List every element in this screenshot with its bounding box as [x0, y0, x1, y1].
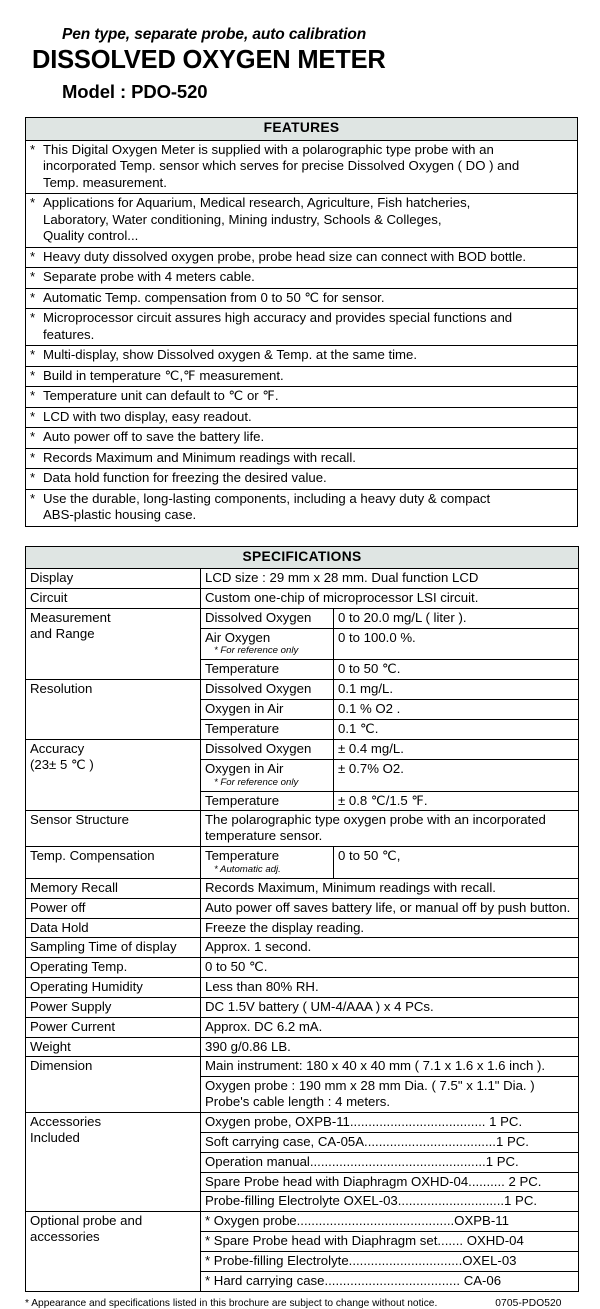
spec-value-measurement-do: 0 to 20.0 mg/L ( liter ). — [334, 608, 579, 628]
table-row — [26, 469, 578, 490]
table-row — [26, 1037, 579, 1057]
spec-value-measurement-air: 0 to 100.0 %. — [334, 628, 579, 660]
feature-text — [43, 249, 574, 266]
table-row — [26, 1212, 579, 1232]
feature-item-6 — [26, 309, 578, 346]
feature-text — [43, 290, 574, 307]
spec-sub-label: Oxygen in Air — [205, 760, 284, 776]
bullet-asterisk-icon: * — [30, 408, 36, 424]
spec-value-power-current: Approx. DC 6.2 mA. — [201, 1017, 579, 1037]
feature-line: Auto power off to save the battery life. — [43, 429, 265, 445]
spec-label-weight: Weight — [26, 1037, 201, 1057]
spec-sub-label: Temperature — [205, 848, 280, 864]
feature-line: Data hold function for freezing the desired value. — [43, 470, 327, 486]
table-row — [26, 878, 579, 898]
bullet-asterisk-icon: * — [30, 248, 36, 264]
spec-sub-accuracy-air — [201, 759, 334, 791]
accessory-item: Operation manual................................................1 PC. — [201, 1152, 579, 1172]
model-number: Model : PDO-520 — [62, 81, 208, 102]
spec-value-sampling-time: Approx. 1 second. — [201, 938, 579, 958]
spec-value-data-hold: Freeze the display reading. — [201, 918, 579, 938]
table-row — [26, 366, 578, 387]
bullet-asterisk-icon: * — [30, 470, 36, 486]
spec-label-line: Included — [30, 1129, 80, 1145]
spec-value-measurement-temp: 0 to 50 ℃. — [334, 660, 579, 680]
feature-text — [43, 491, 574, 524]
spec-sub-resolution-temp: Temperature — [201, 719, 334, 739]
bullet-asterisk-icon: * — [30, 289, 36, 305]
feature-line: Multi-display, show Dissolved oxygen & Temp. at the same time. — [43, 347, 418, 363]
bullet-asterisk-icon: * — [30, 490, 36, 506]
spec-value-line: Probe's cable length : 4 meters. — [205, 1094, 391, 1110]
table-row — [26, 608, 579, 628]
bullet-asterisk-icon: * — [30, 367, 36, 383]
feature-line: incorporated Temp. sensor which serves for precise Dissolved Oxygen ( DO ) and — [43, 158, 520, 174]
specifications-section — [0, 546, 600, 1292]
spec-label-line: Optional probe and — [30, 1213, 143, 1229]
features-table — [25, 117, 578, 527]
table-row — [26, 1057, 579, 1077]
bullet-asterisk-icon: * — [30, 195, 36, 211]
feature-line: ABS-plastic housing case. — [43, 507, 197, 523]
spec-label-circuit: Circuit — [26, 588, 201, 608]
feature-text — [43, 450, 574, 467]
feature-line: Microprocessor circuit assures high accuracy and provides special functions and — [43, 310, 513, 326]
feature-line: Laboratory, Water conditioning, Mining industry, Schools & Colleges, — [43, 211, 442, 227]
accessory-item: Spare Probe head with Diaphragm OXHD-04.......... 2 PC. — [201, 1172, 579, 1192]
spec-label-temp-compensation: Temp. Compensation — [26, 847, 201, 879]
table-row — [26, 194, 578, 248]
feature-item-2 — [26, 194, 578, 248]
bullet-asterisk-icon: * — [30, 269, 36, 285]
spec-label-operating-humidity: Operating Humidity — [26, 978, 201, 998]
document-footer — [25, 1298, 578, 1309]
table-row — [26, 247, 578, 268]
feature-text — [43, 470, 574, 487]
bullet-asterisk-icon: * — [30, 310, 36, 326]
feature-line: Separate probe with 4 meters cable. — [43, 269, 255, 285]
spec-label-line: Accessories — [30, 1113, 102, 1129]
feature-line: Build in temperature ℃,℉ measurement. — [43, 367, 284, 383]
feature-text — [43, 368, 574, 385]
feature-item-9 — [26, 387, 578, 408]
spec-value-display: LCD size : 29 mm x 28 mm. Dual function LCD — [201, 569, 579, 589]
spec-label-power-off: Power off — [26, 898, 201, 918]
spec-label-power-supply: Power Supply — [26, 997, 201, 1017]
spec-value-sensor-structure — [201, 811, 579, 847]
accessory-item: Oxygen probe, OXPB-11..................................... 1 PC. — [201, 1112, 579, 1132]
feature-item-12 — [26, 448, 578, 469]
spec-value-operating-humidity: Less than 80% RH. — [201, 978, 579, 998]
feature-line: Records Maximum and Minimum readings with recall. — [43, 449, 356, 465]
spec-sub-temp-compensation — [201, 847, 334, 879]
feature-line: Use the durable, long-lasting components, including a heavy duty & compact — [43, 490, 491, 506]
table-row — [26, 958, 579, 978]
spec-sub-measurement-do: Dissolved Oxygen — [201, 608, 334, 628]
page-title: DISSOLVED OXYGEN METER — [32, 46, 386, 74]
optional-accessory-item: * Hard carrying case..................................... CA-06 — [201, 1271, 579, 1291]
spec-label-line: (23± 5 ℃ ) — [30, 756, 94, 772]
spec-value-memory-recall: Records Maximum, Minimum readings with recall. — [201, 878, 579, 898]
features-section — [0, 117, 600, 527]
footer-disclaimer: * Appearance and specifications listed in this brochure are subject to change without notice. — [25, 1297, 438, 1309]
spec-label-operating-temp: Operating Temp. — [26, 958, 201, 978]
spec-value-resolution-air: 0.1 % O2 . — [334, 700, 579, 720]
feature-text — [43, 409, 574, 426]
feature-line: Heavy duty dissolved oxygen probe, probe head size can connect with BOD bottle. — [43, 248, 527, 264]
table-row — [26, 428, 578, 449]
feature-line: Quality control... — [43, 228, 139, 244]
spec-label-line: Accuracy — [30, 740, 85, 756]
feature-item-13 — [26, 469, 578, 490]
spec-value-accuracy-air: ± 0.7% O2. — [334, 759, 579, 791]
footer-document-code: 0705-PDO520 — [495, 1297, 562, 1309]
feature-text — [43, 429, 574, 446]
spec-label-memory-recall: Memory Recall — [26, 878, 201, 898]
table-row — [26, 569, 579, 589]
table-row — [26, 847, 579, 879]
feature-line: Temperature unit can default to ℃ or ℉. — [43, 388, 279, 404]
feature-text — [43, 347, 574, 364]
spec-sub-accuracy-do: Dissolved Oxygen — [201, 739, 334, 759]
table-row — [26, 680, 579, 700]
feature-line: This Digital Oxygen Meter is supplied with a polarographic type probe with an — [43, 141, 494, 157]
specifications-band-title: SPECIFICATIONS — [26, 546, 579, 569]
table-row — [26, 346, 578, 367]
spec-value-operating-temp: 0 to 50 ℃. — [201, 958, 579, 978]
feature-item-7 — [26, 346, 578, 367]
feature-item-11 — [26, 428, 578, 449]
specifications-table — [25, 546, 579, 1292]
spec-label-data-hold: Data Hold — [26, 918, 201, 938]
spec-value-dimension-main: Main instrument: 180 x 40 x 40 mm ( 7.1 x 1.6 x 1.6 inch ). — [201, 1057, 579, 1077]
spec-label-dimension: Dimension — [26, 1057, 201, 1113]
feature-item-8 — [26, 366, 578, 387]
spec-value-dimension-probe — [201, 1077, 579, 1113]
spec-footnote: * Automatic adj. — [214, 863, 281, 875]
spec-label-display: Display — [26, 569, 201, 589]
spec-value-accuracy-do: ± 0.4 mg/L. — [334, 739, 579, 759]
table-row — [26, 407, 578, 428]
bullet-asterisk-icon: * — [30, 141, 36, 157]
spec-value-line: temperature sensor. — [205, 828, 323, 844]
table-row — [26, 739, 579, 759]
accessory-item: Probe-filling Electrolyte OXEL-03.............................1 PC. — [201, 1192, 579, 1212]
table-row — [26, 978, 579, 998]
table-row — [26, 309, 578, 346]
feature-line: Temp. measurement. — [43, 174, 167, 190]
spec-label-line: Measurement — [30, 609, 111, 625]
optional-accessory-item: * Oxygen probe...........................................OXPB-11 — [201, 1212, 579, 1232]
spec-label-sensor-structure: Sensor Structure — [26, 811, 201, 847]
spec-label-line: and Range — [30, 625, 95, 641]
features-band-title: FEATURES — [26, 118, 578, 141]
optional-accessory-item: * Spare Probe head with Diaphragm set....... OXHD-04 — [201, 1232, 579, 1252]
feature-line: LCD with two display, easy readout. — [43, 408, 252, 424]
specs-band-row — [26, 546, 579, 569]
spec-sub-measurement-temp: Temperature — [201, 660, 334, 680]
table-row — [26, 1017, 579, 1037]
spec-label-measurement-range — [26, 608, 201, 680]
table-row — [26, 997, 579, 1017]
feature-text — [43, 142, 574, 192]
feature-item-4 — [26, 268, 578, 289]
table-row — [26, 811, 579, 847]
spec-label-line: accessories — [30, 1229, 100, 1245]
feature-item-10 — [26, 407, 578, 428]
document-header — [0, 0, 600, 103]
spec-value-line: Oxygen probe : 190 mm x 28 mm Dia. ( 7.5" x 1.1" Dia. ) — [205, 1078, 535, 1094]
spec-footnote: * For reference only — [214, 776, 299, 788]
feature-text — [43, 269, 574, 286]
table-row — [26, 588, 579, 608]
spec-value-temp-compensation: 0 to 50 ℃, — [334, 847, 579, 879]
spec-sub-label: Air Oxygen — [205, 629, 271, 645]
spec-value-line: The polarographic type oxygen probe with an incorporated — [205, 812, 546, 828]
table-row — [26, 1112, 579, 1132]
spec-sub-resolution-air: Oxygen in Air — [201, 700, 334, 720]
feature-line: Automatic Temp. compensation from 0 to 50 ℃ for sensor. — [43, 289, 385, 305]
spec-value-power-off: Auto power off saves battery life, or manual off by push button. — [201, 898, 579, 918]
feature-line: features. — [43, 326, 95, 342]
bullet-asterisk-icon: * — [30, 429, 36, 445]
spec-value-weight: 390 g/0.86 LB. — [201, 1037, 579, 1057]
feature-item-14 — [26, 489, 578, 526]
spec-label-optional-accessories — [26, 1212, 201, 1291]
bullet-asterisk-icon: * — [30, 449, 36, 465]
table-row — [26, 387, 578, 408]
bullet-asterisk-icon: * — [30, 347, 36, 363]
spec-value-circuit: Custom one-chip of microprocessor LSI circuit. — [201, 588, 579, 608]
spec-label-sampling-time: Sampling Time of display — [26, 938, 201, 958]
optional-accessory-item: * Probe-filling Electrolyte...............................OXEL-03 — [201, 1251, 579, 1271]
spec-value-resolution-do: 0.1 mg/L. — [334, 680, 579, 700]
spec-label-resolution: Resolution — [26, 680, 201, 740]
table-row — [26, 489, 578, 526]
feature-text — [43, 388, 574, 405]
feature-text — [43, 195, 574, 245]
spec-value-resolution-temp: 0.1 ℃. — [334, 719, 579, 739]
accessory-item: Soft carrying case, CA-05A....................................1 PC. — [201, 1132, 579, 1152]
table-row — [26, 288, 578, 309]
feature-item-5 — [26, 288, 578, 309]
table-row — [26, 448, 578, 469]
spec-sub-measurement-air — [201, 628, 334, 660]
table-row — [26, 918, 579, 938]
table-row — [26, 268, 578, 289]
table-row — [26, 898, 579, 918]
spec-footnote: * For reference only — [214, 645, 299, 657]
feature-line: Applications for Aquarium, Medical research, Agriculture, Fish hatcheries, — [43, 195, 471, 211]
spec-label-accessories-included — [26, 1112, 201, 1211]
feature-text — [43, 310, 574, 343]
bullet-asterisk-icon: * — [30, 388, 36, 404]
product-tagline: Pen type, separate probe, auto calibration — [62, 26, 367, 43]
spec-label-power-current: Power Current — [26, 1017, 201, 1037]
spec-label-accuracy — [26, 739, 201, 811]
spec-sub-resolution-do: Dissolved Oxygen — [201, 680, 334, 700]
feature-item-3 — [26, 247, 578, 268]
spec-sub-accuracy-temp: Temperature — [201, 791, 334, 811]
spec-value-power-supply: DC 1.5V battery ( UM-4/AAA ) x 4 PCs. — [201, 997, 579, 1017]
table-row — [26, 140, 578, 194]
features-band-row — [26, 118, 578, 141]
spec-value-accuracy-temp: ± 0.8 ℃/1.5 ℉. — [334, 791, 579, 811]
feature-item-1 — [26, 140, 578, 194]
table-row — [26, 938, 579, 958]
